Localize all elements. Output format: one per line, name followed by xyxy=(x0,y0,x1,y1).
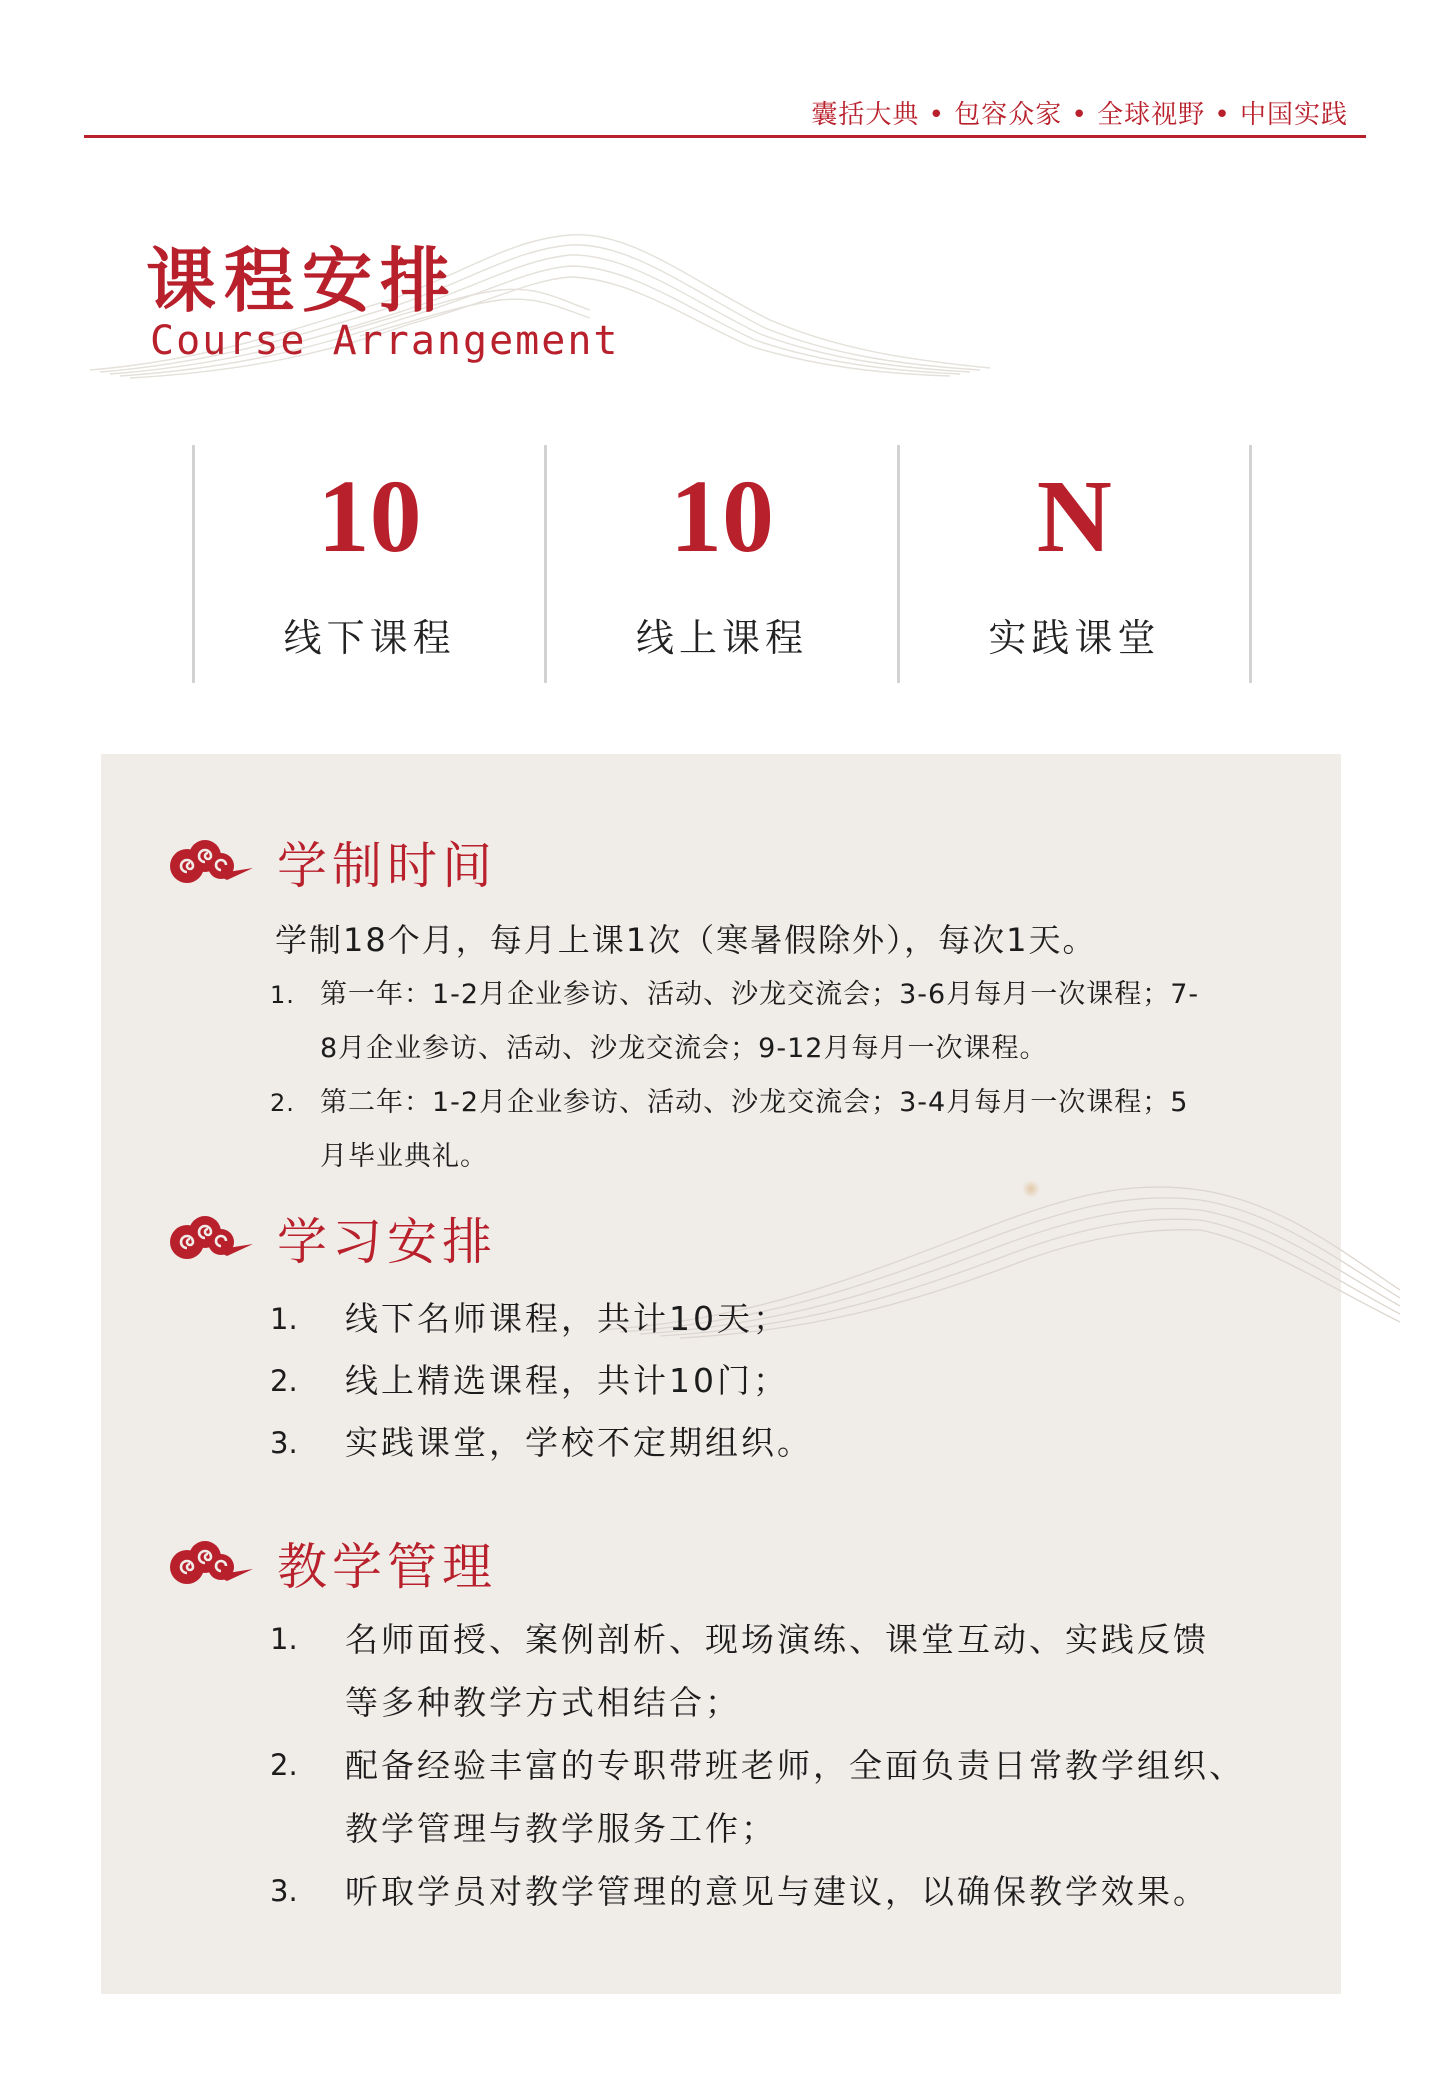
list-text: 配备经验丰富的专职带班老师，全面负责日常教学组织、 xyxy=(345,1746,1245,1785)
list-text: 8月企业参访、活动、沙龙交流会；9-12月每月一次课程。 xyxy=(320,1033,1048,1064)
list-number: 3. xyxy=(270,1874,298,1908)
list-item xyxy=(270,968,1310,1076)
stat-label: 线上课程 xyxy=(635,616,808,660)
list-number: 2. xyxy=(270,1364,298,1398)
section-header-teaching xyxy=(165,1528,497,1598)
section-header-schooling xyxy=(165,827,497,897)
section-header-study xyxy=(165,1203,497,1273)
list-text: 线上精选课程，共计10门； xyxy=(345,1361,789,1400)
list-number: 2. xyxy=(270,1089,295,1117)
list-text: 教学管理与教学服务工作； xyxy=(345,1809,777,1848)
list-item xyxy=(270,1608,1280,1734)
list-text: 等多种教学方式相结合； xyxy=(345,1683,741,1722)
section-title: 学习安排 xyxy=(277,1213,497,1271)
header-rule xyxy=(84,135,1366,138)
list-number: 3. xyxy=(270,1426,298,1460)
section-title: 教学管理 xyxy=(277,1538,497,1596)
stat-label: 线下课程 xyxy=(283,616,456,660)
list-text: 名师面授、案例剖析、现场演练、课堂互动、实践反馈 xyxy=(345,1620,1209,1659)
list-number: 1. xyxy=(270,981,295,1009)
stat-practice xyxy=(900,445,1249,683)
list-item xyxy=(270,1350,1280,1412)
stat-value: N xyxy=(1036,459,1112,574)
schooling-list xyxy=(270,968,1310,1184)
section-title: 学制时间 xyxy=(277,837,497,895)
auspicious-cloud-icon xyxy=(165,1533,253,1593)
list-text: 第一年：1-2月企业参访、活动、沙龙交流会；3-6月每月一次课程；7- xyxy=(320,979,1200,1010)
stat-value: 10 xyxy=(317,459,422,574)
list-text: 第二年：1-2月企业参访、活动、沙龙交流会；3-4月每月一次课程；5 xyxy=(320,1087,1189,1118)
list-number: 1. xyxy=(270,1622,298,1656)
list-number: 2. xyxy=(270,1748,298,1782)
list-text: 月毕业典礼。 xyxy=(320,1141,488,1172)
list-text: 线下名师课程，共计10天； xyxy=(345,1299,789,1338)
list-item xyxy=(270,1860,1280,1923)
stat-label: 实践课堂 xyxy=(988,616,1161,660)
teaching-list xyxy=(270,1608,1280,1923)
stat-offline xyxy=(195,445,544,683)
list-text: 听取学员对教学管理的意见与建议，以确保教学效果。 xyxy=(345,1872,1209,1911)
list-number: 1. xyxy=(270,1302,298,1336)
list-item xyxy=(270,1734,1280,1860)
auspicious-cloud-icon xyxy=(165,832,253,892)
study-list xyxy=(270,1288,1280,1474)
page-subtitle: Course Arrangement xyxy=(150,318,620,364)
stat-divider xyxy=(1249,445,1252,683)
list-item xyxy=(270,1076,1310,1184)
auspicious-cloud-icon xyxy=(165,1208,253,1268)
stat-value: 10 xyxy=(669,459,774,574)
list-text: 实践课堂，学校不定期组织。 xyxy=(345,1423,813,1462)
list-item xyxy=(270,1412,1280,1474)
stats-row xyxy=(192,445,1252,683)
page-title: 课程安排 xyxy=(146,239,458,322)
list-item xyxy=(270,1288,1280,1350)
header-slogan: 囊括大典 • 包容众家 • 全球视野 • 中国实践 xyxy=(811,100,1348,130)
stat-online xyxy=(547,445,896,683)
schooling-summary: 学制18个月，每月上课1次（寒暑假除外），每次1天。 xyxy=(275,921,1097,959)
